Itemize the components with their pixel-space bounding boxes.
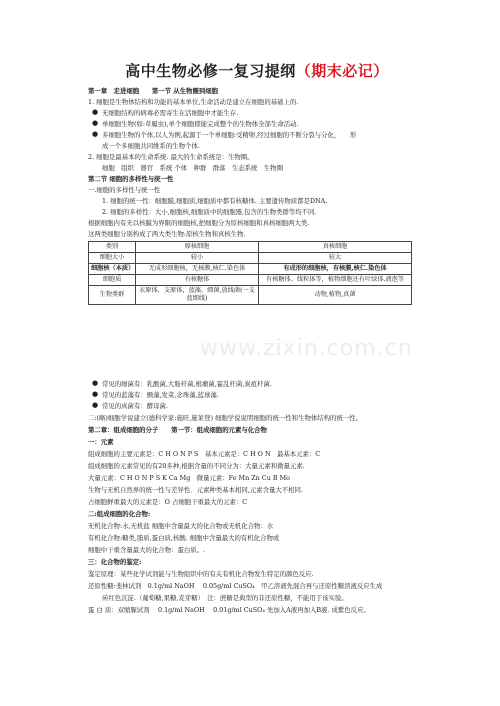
title-main: 高中生物必修一复习提纲 <box>125 62 296 80</box>
bullet-icon: ● <box>92 130 99 138</box>
text-line: 根据细胞内有无以核膜为界限的细胞核,把细胞分为原核细胞和真核细胞两大类. <box>88 219 310 227</box>
text-line: 二:(略)细胞学说建立(德科学家:施旺,施莱登) 细胞学说说明细胞的统一性和生物体结构的统一性。 <box>88 414 362 422</box>
text-line: 无细胞结构的病毒必需寄生在活细胞中才能生存. <box>102 109 239 117</box>
table-cell: 衣原体，支原体，蓝藻，细菌,放线菌(一支蓝细线) <box>136 286 259 305</box>
bullet-icon: ● <box>92 401 99 409</box>
text-line: 多细胞生物的个体,以人为例,起源于一个单细胞:受精卵,经过细胞的不断分裂与分化， 形 <box>102 131 357 139</box>
table-cell: 细胞大小 <box>89 253 136 264</box>
text-line: 1. 细胞的统一性：细胞膜,细胞质,细胞质中都有核糖体. 主要遗传物质都是DNA. <box>102 197 328 205</box>
text-line: 2. 细胞的多样性：大小,细胞核,细胞质中的细胞器,包含的生物类群等均不同. <box>102 208 317 216</box>
text-line: 砖红色沉淀.（葡萄糖,果糖,麦芽糖） 注：蔗糖是典型的非还原性糖，不能用于该实验。 <box>102 594 348 602</box>
text-line: 单细胞生物(如:草履虫),单个细胞即能完成整个的生物体全部生命活动. <box>102 120 299 128</box>
text-line: 组成细胞的主要元素是：C H O N P S 基本元素是：C H O N 最基本元素：C <box>88 450 321 458</box>
text-line: 1. 细胞是生物体结构和功能的基本单位,生命活动是建立在细胞的基础上的. <box>88 98 299 106</box>
cell-types-table <box>88 241 412 305</box>
text-line: 组成细胞的元素常见的有20多种,根据含量的不同分为：大量元素和微量元素. <box>88 462 305 470</box>
text-line: 蛋 白 质：双缩脲试剂 0.1g/ml NaOH 0.01g/ml CuSO₄ 先加入A液再加入B液. 成紫色反应。 <box>88 606 370 614</box>
text-line: 无机化合物:水,无机盐 细胞中含量最大的化合物或无机化合物：水 <box>88 522 274 530</box>
text-line: 有机化合物:糖类,脂质,蛋白质,核酸. 细胞中含量最大的有机化合物或 <box>88 534 280 542</box>
text-line: 成一个多细胞共同维系的生物个体. <box>102 142 200 150</box>
text-line: 鉴定原理：某些化学试剂能与生物组织中的有关有机化合物发生特定的颜色反应. <box>88 570 314 578</box>
table-cell: 细胞核（本质） <box>89 264 136 275</box>
text-line: 细胞 组织 器官 系统 个体 种群 群落 生态系统 生物圈 <box>102 164 283 172</box>
table-cell: 生物类群 <box>89 286 136 305</box>
section-heading: 一：元素 <box>88 438 114 446</box>
watermark: www.zixin.com.cn <box>200 336 413 361</box>
table-cell: 较大 <box>259 253 412 264</box>
section-heading: 第二节 细胞的多样性与统一性 <box>88 175 174 183</box>
text-line: 还原性糖:斐林试剂 0.1g/ml NaOH 0.05g/ml CuSO₄ 甲乙溶液先混合再与还原性糖溶液反应生成 <box>88 582 383 590</box>
section-heading: 三：化合物的鉴定: <box>88 558 142 566</box>
text-line: 生物与无机自然界的统一性与差异性．元素种类基本相同,元素含量大不相同. <box>88 486 303 494</box>
text-line: 大量元素：C H O N P S K Ca Mg 微量元素：Fe Mn Zn Cu B Mo <box>88 474 290 482</box>
table-cell: 较小 <box>136 253 259 264</box>
document-title <box>88 62 426 81</box>
table-cell: 无成形细胞核，无核膜,核仁.染色体 <box>136 264 259 275</box>
bullet-icon: ● <box>92 119 99 127</box>
section-heading: 二:组成细胞的化合物: <box>88 510 151 518</box>
title-accent: （期末必记） <box>295 62 389 80</box>
table-header-row <box>89 242 412 253</box>
table-cell: 细胞质 <box>89 275 136 286</box>
text-line: 2. 细胞是最基本的生命系统. 最大的生命系统是：生物圈。 <box>88 153 254 161</box>
text-line: 这两类细胞分别构成了两大类生物:原核生物和真核生物. <box>88 230 246 238</box>
text-line: 占细胞鲜重最大的元素是：O 占细胞干重最大的元素：C <box>88 498 248 506</box>
text-line: 一.细胞的多样性与统一性 <box>88 186 161 194</box>
bullet-icon: ● <box>92 379 99 387</box>
table-header-cell: 真核细胞 <box>259 242 412 253</box>
text-line: 常见的蓝藻有：颤藻,发菜,念珠藻,蓝球藻. <box>102 391 219 399</box>
table-row <box>89 275 412 286</box>
table-header-cell: 原核细胞 <box>136 242 259 253</box>
text-line: 常见的真菌有：酵母菌. <box>102 402 168 410</box>
chapter1-heading: 第一章 走进细胞 第一节 从生物圈到细胞 <box>88 87 219 95</box>
table-row <box>89 286 412 305</box>
table-row <box>89 264 412 275</box>
table-cell: 有核糖体 <box>136 275 259 286</box>
table-header-cell: 类别 <box>89 242 136 253</box>
bullet-icon: ● <box>92 390 99 398</box>
chapter2-heading: 第二章：组成细胞的分子 第一节：组成细胞的元素与化合物 <box>88 426 267 434</box>
table-cell: 有核糖体、线粒体等，植物细胞还有叶绿体.液泡等 <box>259 275 412 286</box>
table-cell: 有成形的细胞核，有核膜,核仁.染色体 <box>259 264 412 275</box>
table-cell: 动物,植物,真菌 <box>259 286 412 305</box>
text-line: 细胞中干重含量最大的化合物：蛋白质。. <box>88 546 206 554</box>
table-row <box>89 253 412 264</box>
text-line: 常见的细菌有：乳酸菌,大肠杆菌,根瘤菌,霍乱杆菌,炭疽杆菌. <box>102 380 272 388</box>
bullet-icon: ● <box>92 108 99 116</box>
